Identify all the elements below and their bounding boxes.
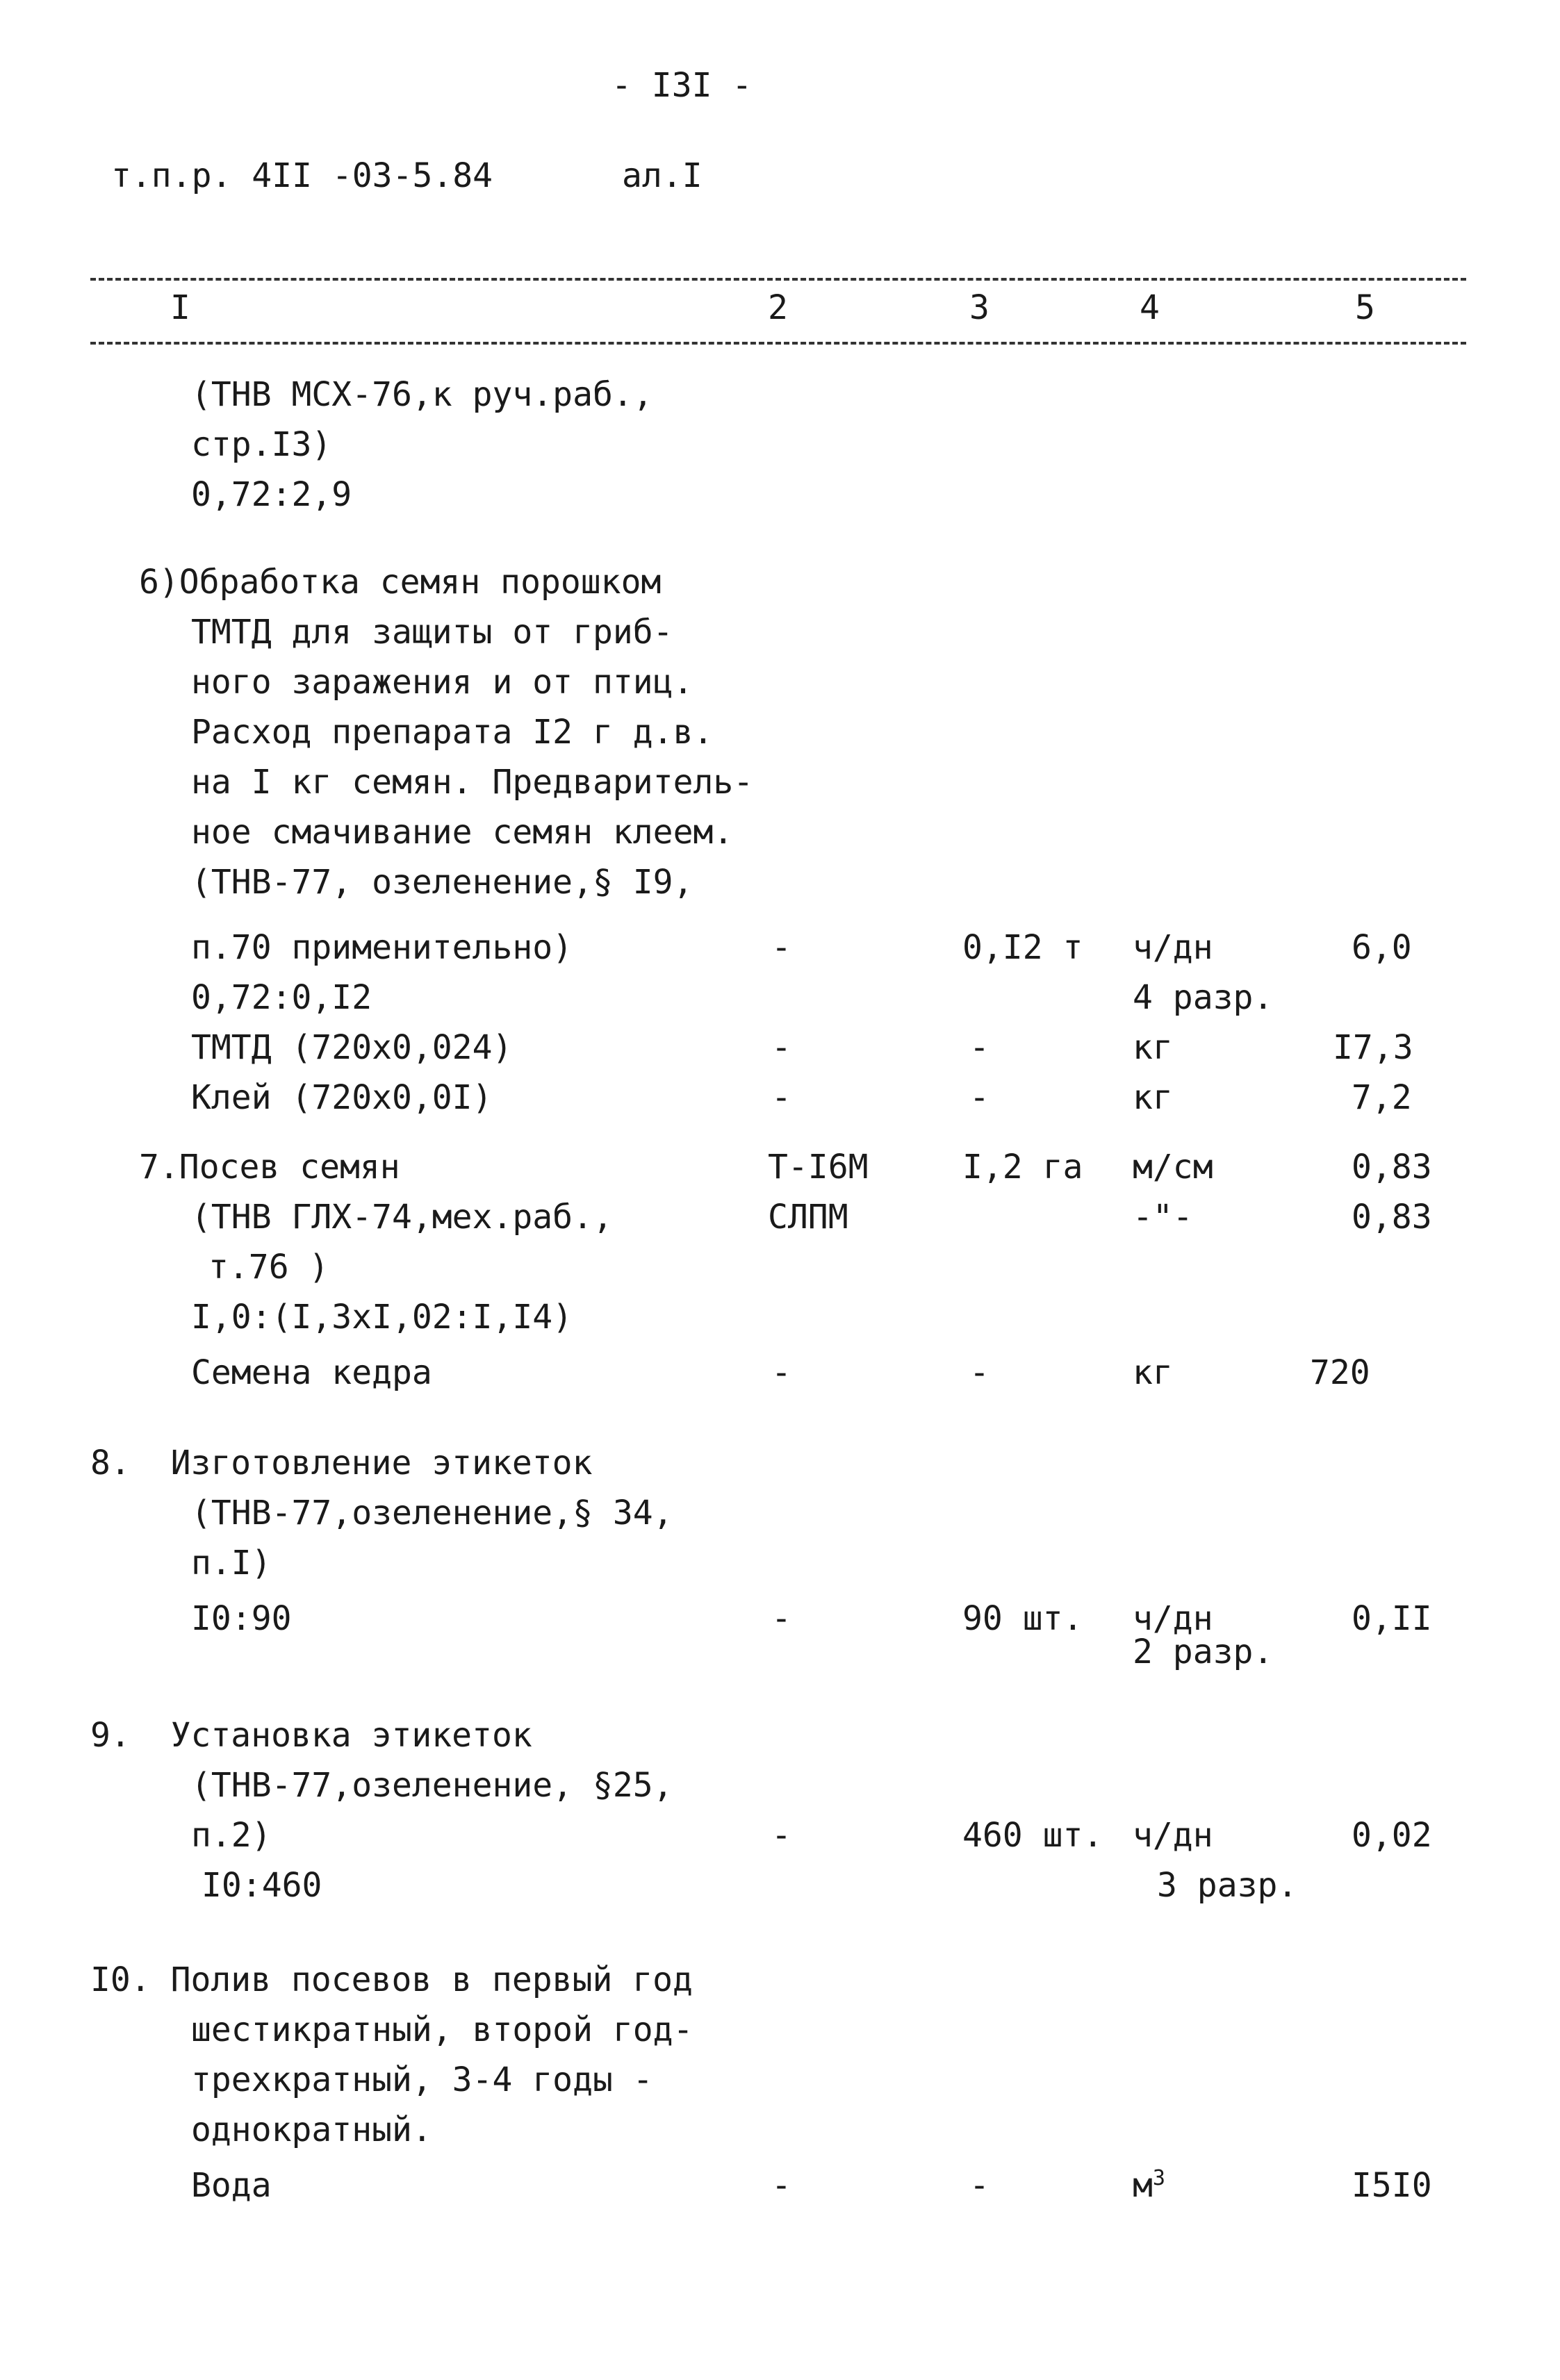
cell-col2: - (771, 1028, 791, 1067)
cell-col3: 90 шт. (962, 1599, 1083, 1638)
table-top-rule (90, 278, 1466, 281)
cell-col5: 0,83 (1352, 1148, 1432, 1187)
cell-col2: СЛПМ (768, 1198, 848, 1237)
document-code: т.п.р. 4II -03-5.84 (111, 156, 493, 195)
text-line: ТМТД для защиты от гриб- (191, 613, 673, 652)
text-line: шестикратный, второй год- (191, 2010, 693, 2049)
cell-col4: м/см (1133, 1148, 1213, 1187)
cell-col4: 2 разр. (1133, 1633, 1274, 1671)
text-line: 9. Установка этикеток (90, 1716, 532, 1755)
cell-col2: - (771, 2166, 791, 2205)
cell-col5: 7,2 (1352, 1078, 1412, 1117)
text-line: (ТНВ-77, озеленение,§ I9, (191, 863, 693, 902)
text-line: (ТНВ-77,озеленение,§ 34, (191, 1494, 673, 1532)
text-line: (ТНВ ГЛХ-74,мех.раб., (191, 1198, 613, 1237)
column-header-5: 5 (1355, 288, 1375, 327)
text-line: однократный. (191, 2110, 432, 2149)
cell-col4: ч/дн (1133, 928, 1213, 967)
cell-col3: - (969, 1028, 990, 1067)
cell-col3: - (969, 1353, 990, 1392)
text-line: трехкратный, 3-4 годы - (191, 2060, 653, 2099)
cell-col4: кг (1133, 1353, 1173, 1392)
text-line: 6)Обработка семян порошком (139, 563, 662, 602)
text-line: (ТНВ МСХ-76,к руч.раб., (191, 375, 653, 414)
cell-col4 (1133, 2166, 1165, 2205)
cell-col2: - (771, 928, 791, 967)
text-line: 0,72:0,I2 (191, 978, 372, 1017)
cell-col4: 4 разр. (1133, 978, 1274, 1017)
text-line: I,0:(I,3хI,02:I,I4) (191, 1298, 573, 1337)
cell-col5: I7,3 (1333, 1028, 1413, 1067)
text-line: 7.Посев семян (139, 1148, 400, 1187)
text-line: ТМТД (720х0,024) (191, 1028, 513, 1067)
cell-col2: - (771, 1353, 791, 1392)
text-line: п.2) (191, 1816, 272, 1855)
text-line: Клей (720х0,0I) (191, 1078, 493, 1117)
text-line: ного заражения и от птиц. (191, 663, 693, 702)
text-line: п.I) (191, 1544, 272, 1582)
cell-col3: 460 шт. (962, 1816, 1103, 1855)
text-line: Расход препарата I2 г д.в. (191, 713, 714, 752)
text-line: п.70 применительно) (191, 928, 573, 967)
cell-col4: ч/дн (1133, 1816, 1213, 1855)
text-line: I0:90 (191, 1599, 292, 1638)
cell-col4: -"- (1133, 1198, 1193, 1237)
column-header-2: 2 (768, 288, 788, 327)
cell-col5: 0,II (1352, 1599, 1432, 1638)
text-line: 0,72:2,9 (191, 475, 352, 514)
page-number: - I3I - (611, 66, 753, 105)
cell-col3: - (969, 1078, 990, 1117)
cell-col3: 0,I2 т (962, 928, 1083, 967)
cell-col5: 720 (1310, 1353, 1370, 1392)
text-line: 8. Изготовление этикеток (90, 1444, 593, 1482)
unit-superscript: 3 (1152, 2166, 1165, 2190)
column-header-4: 4 (1140, 288, 1160, 327)
text-line: на I кг семян. Предваритель- (191, 763, 754, 802)
cell-col4: кг (1133, 1028, 1173, 1067)
cell-col5: 6,0 (1352, 928, 1412, 967)
cell-col2: - (771, 1599, 791, 1638)
text-line: (ТНВ-77,озеленение, §25, (191, 1766, 673, 1805)
text-line: I0:460 (202, 1866, 322, 1905)
text-line: т.76 ) (208, 1248, 329, 1287)
sheet-label: ал.I (622, 156, 703, 195)
cell-col4: 3 разр. (1157, 1866, 1298, 1905)
table-header-rule (90, 342, 1466, 345)
text-line: Вода (191, 2166, 272, 2205)
cell-col2: Т-I6М (768, 1148, 869, 1187)
cell-col5: 0,02 (1352, 1816, 1432, 1855)
cell-col3: - (969, 2166, 990, 2205)
cell-col3: I,2 га (962, 1148, 1083, 1187)
column-header-3: 3 (969, 288, 990, 327)
cell-col4: ч/дн (1133, 1599, 1213, 1638)
text-line: I0. Полив посевов в первый год (90, 1960, 693, 1999)
cell-col2: - (771, 1078, 791, 1117)
text-line: ное смачивание семян клеем. (191, 813, 734, 852)
cell-col4: кг (1133, 1078, 1173, 1117)
unit-text: м (1133, 2166, 1153, 2205)
cell-col5: I5I0 (1352, 2166, 1432, 2205)
cell-col5: 0,83 (1352, 1198, 1432, 1237)
text-line: стр.I3) (191, 425, 332, 464)
text-line: Семена кедра (191, 1353, 432, 1392)
cell-col2: - (771, 1816, 791, 1855)
column-header-1: I (170, 288, 190, 327)
